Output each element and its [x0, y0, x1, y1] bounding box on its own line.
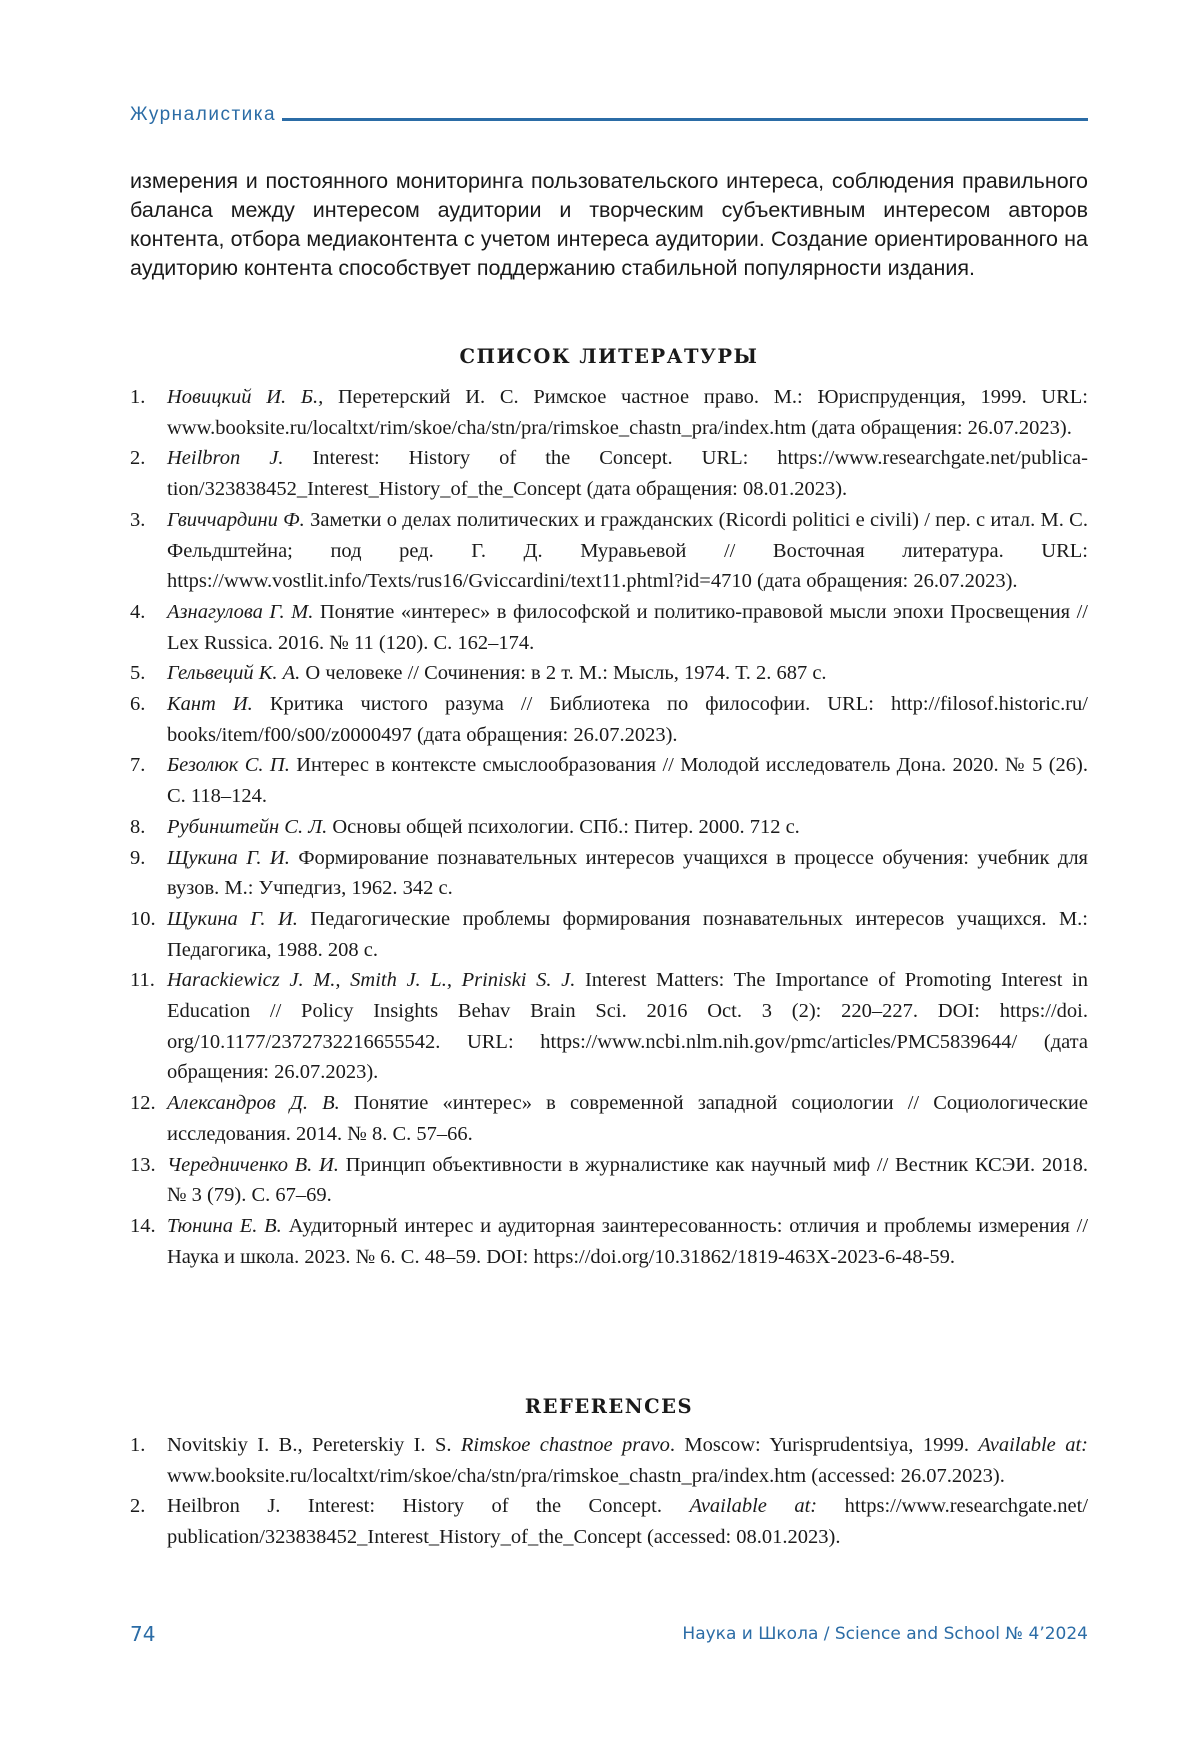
reference-text: www.booksite.ru/localtxt/rim/skoe/cha/stn/pra/rimskoe_chastn_pra/index.htm (accessed: 26.07.2023). — [167, 1464, 1005, 1487]
reference-item — [130, 843, 1088, 904]
reference-item — [130, 904, 1088, 965]
reference-text: Критика чистого разума // Библиотека по философии. URL: http://filosof.historic.ru/ books/item/f00/s00/z0000497 (дата обращения: 26.07.2023). — [167, 693, 1088, 746]
reference-text: Основы общей психологии. СПб.: Питер. 2000. 712 с. — [327, 815, 800, 838]
reference-item — [130, 1491, 1088, 1552]
reference-number: 11. — [130, 969, 155, 992]
reference-author: Чередниченко В. И. — [167, 1153, 339, 1176]
reference-text: https://www.researchgate.net/ publication/323838452_Interest_History_of_the_Concept (accessed: 08.01.2023). — [167, 1495, 1089, 1549]
reference-author: Азнагулова Г. М. — [167, 600, 314, 623]
reference-author: Heilbron J. — [167, 447, 284, 470]
reference-italic: Rimskoe chastnoe pravo — [460, 1434, 670, 1456]
reference-number: 9. — [130, 846, 146, 869]
reference-number: 8. — [130, 815, 146, 838]
reference-item — [130, 1150, 1088, 1211]
reference-number: 3. — [130, 508, 146, 531]
reference-number: 7. — [130, 754, 146, 777]
reference-item — [130, 443, 1088, 504]
references-list — [130, 1430, 1088, 1553]
reference-text: О человеке // Сочинения: в 2 т. М.: Мысль, 1974. Т. 2. 687 с. — [300, 662, 827, 685]
reference-author: Щукина Г. И. — [167, 907, 298, 930]
reference-author: Кант И. — [167, 693, 253, 716]
reference-number: 4. — [130, 600, 146, 623]
reference-author: Новицкий И. Б., — [167, 386, 324, 408]
reference-item — [130, 1088, 1088, 1149]
reference-text: Перетерский И. С. Римское частное право. М.: Юриспруденция, 1999. URL: www.booksite.ru/localtxt/rim/skoe/cha/stn/pra/rimskoe_chastn_pra/index.htm (дата обращения: 26.07.2023). — [167, 386, 1088, 439]
reference-number: 10. — [130, 907, 156, 930]
reference-author: Гвиччардини Ф. — [167, 508, 305, 531]
reference-number: 12. — [130, 1092, 156, 1115]
references-heading: REFERENCES — [524, 1395, 694, 1418]
reference-item — [130, 505, 1088, 597]
reference-text: Heilbron J. Interest: History of the Concept. — [167, 1495, 690, 1518]
reference-author: Harackiewicz J. M., Smith J. L., Priniski S. J. — [167, 969, 576, 992]
reference-author: Щукина Г. И. — [167, 846, 290, 869]
reference-text: . Moscow: Yurisprudentsiya, 1999. — [669, 1434, 979, 1456]
reference-author: Безолюк С. П. — [167, 754, 290, 777]
reference-number: 6. — [130, 693, 146, 716]
reference-item — [130, 382, 1088, 443]
reference-item — [130, 1430, 1088, 1491]
reference-text: Педагогические проблемы формирования познавательных интересов учащихся. М.: Педагогика, 1988. 208 с. — [167, 907, 1089, 961]
page-number: 74 — [130, 1622, 156, 1646]
header-rule — [282, 118, 1088, 121]
reference-item — [130, 1211, 1088, 1272]
reference-number: 1. — [130, 1434, 146, 1456]
literature-heading: СПИСОК ЛИТЕРАТУРЫ — [459, 345, 759, 368]
reference-item — [130, 812, 1088, 843]
reference-italic: Available at: — [689, 1495, 818, 1518]
reference-item — [130, 597, 1088, 658]
reference-text: Интерес в контексте смыслообразования // Молодой исследователь Дона. 2020. № 5 (26). С. 118–124. — [167, 754, 1088, 808]
reference-text: Понятие «интерес» в современной западной социологии // Социологические исследования. 2014. № 8. С. 57–66. — [167, 1092, 1089, 1145]
reference-number: 14. — [130, 1214, 156, 1237]
running-header — [130, 104, 1088, 126]
reference-number: 1. — [130, 386, 146, 408]
reference-item — [130, 965, 1088, 1088]
reference-text: Аудиторный интерес и аудиторная заинтересованность: отличия и проблемы измерения // Наука и школа. 2023. № 6. С. 48–59. DOI: https://doi.org/10.31862/1819-463X-2023-6-48-59. — [167, 1214, 1089, 1268]
reference-author: Рубинштейн С. Л. — [167, 815, 328, 838]
body-paragraph: измерения и постоянного мониторинга пользовательского интереса, соблюдения правильного баланса между интересом аудитории и творческим субъективным интересом авторов контента, отбора медиаконтента с учетом интереса аудитории. Создание ориентированного на аудиторию контента способствует поддержанию стабильной популярности издания. — [130, 169, 1088, 280]
section-name: Журналистика — [130, 104, 277, 125]
reference-text: Принцип объективности в журналистике как научный миф // Вестник КСЭИ. 2018. № 3 (79). С. 67–69. — [167, 1153, 1088, 1207]
reference-number: 2. — [130, 1495, 146, 1518]
reference-text: Interest: History of the Concept. URL: https://www.researchgate.net/publication/323838452_Interest_History_of_the_Concept (дата обращения: 08.01.2023). — [167, 447, 1088, 501]
reference-author: Александров Д. В. — [167, 1092, 340, 1115]
reference-text: Novitskiy I. B., Pereterskiy I. S. — [167, 1434, 461, 1456]
reference-item — [130, 750, 1088, 811]
reference-text: Заметки о делах политических и гражданских (Ricordi politici e civili) / пер. с итал. М. С. Фельдштейна; под ред. Г. Д. Муравьевой // Восточная литература. URL: https://www.vostlit.info/Texts/rus16/Gviccardini/text11.phtml?id=4710 (дата обращения: 26.07.2023). — [167, 508, 1088, 593]
reference-number: 2. — [130, 447, 146, 470]
reference-author: Тюнина Е. В. — [167, 1214, 282, 1237]
reference-item — [130, 658, 1088, 689]
journal-name: Наука и Школа / Science and School № 4’2024 — [682, 1624, 1088, 1644]
reference-number: 13. — [130, 1153, 156, 1176]
reference-italic: Available at: — [978, 1434, 1088, 1456]
reference-text: Понятие «интерес» в философской и политико-правовой мысли эпохи Просвещения // Lex Russica. 2016. № 11 (120). С. 162–174. — [167, 600, 1088, 654]
page-footer — [130, 1622, 1088, 1646]
literature-list — [130, 382, 1088, 1272]
reference-author: Гельвеций К. А. — [167, 662, 301, 685]
reference-number: 5. — [130, 662, 146, 685]
reference-item — [130, 689, 1088, 750]
reference-text: Формирование познавательных интересов учащихся в процессе обучения: учебник для вузов. М.: Учпедгиз, 1962. 342 с. — [167, 846, 1088, 900]
reference-text: Interest Matters: The Importance of Promoting Interest in Education // Policy Insights Behav Brain Sci. 2016 Oct. 3 (2): 220–227. DOI: https://doi. org/10.1177/2372732216655542. URL: https://www.ncbi.nlm.nih.gov/pmc/articles/PMC5839644/ (дата обращения: 26.07.2023). — [167, 969, 1089, 1084]
